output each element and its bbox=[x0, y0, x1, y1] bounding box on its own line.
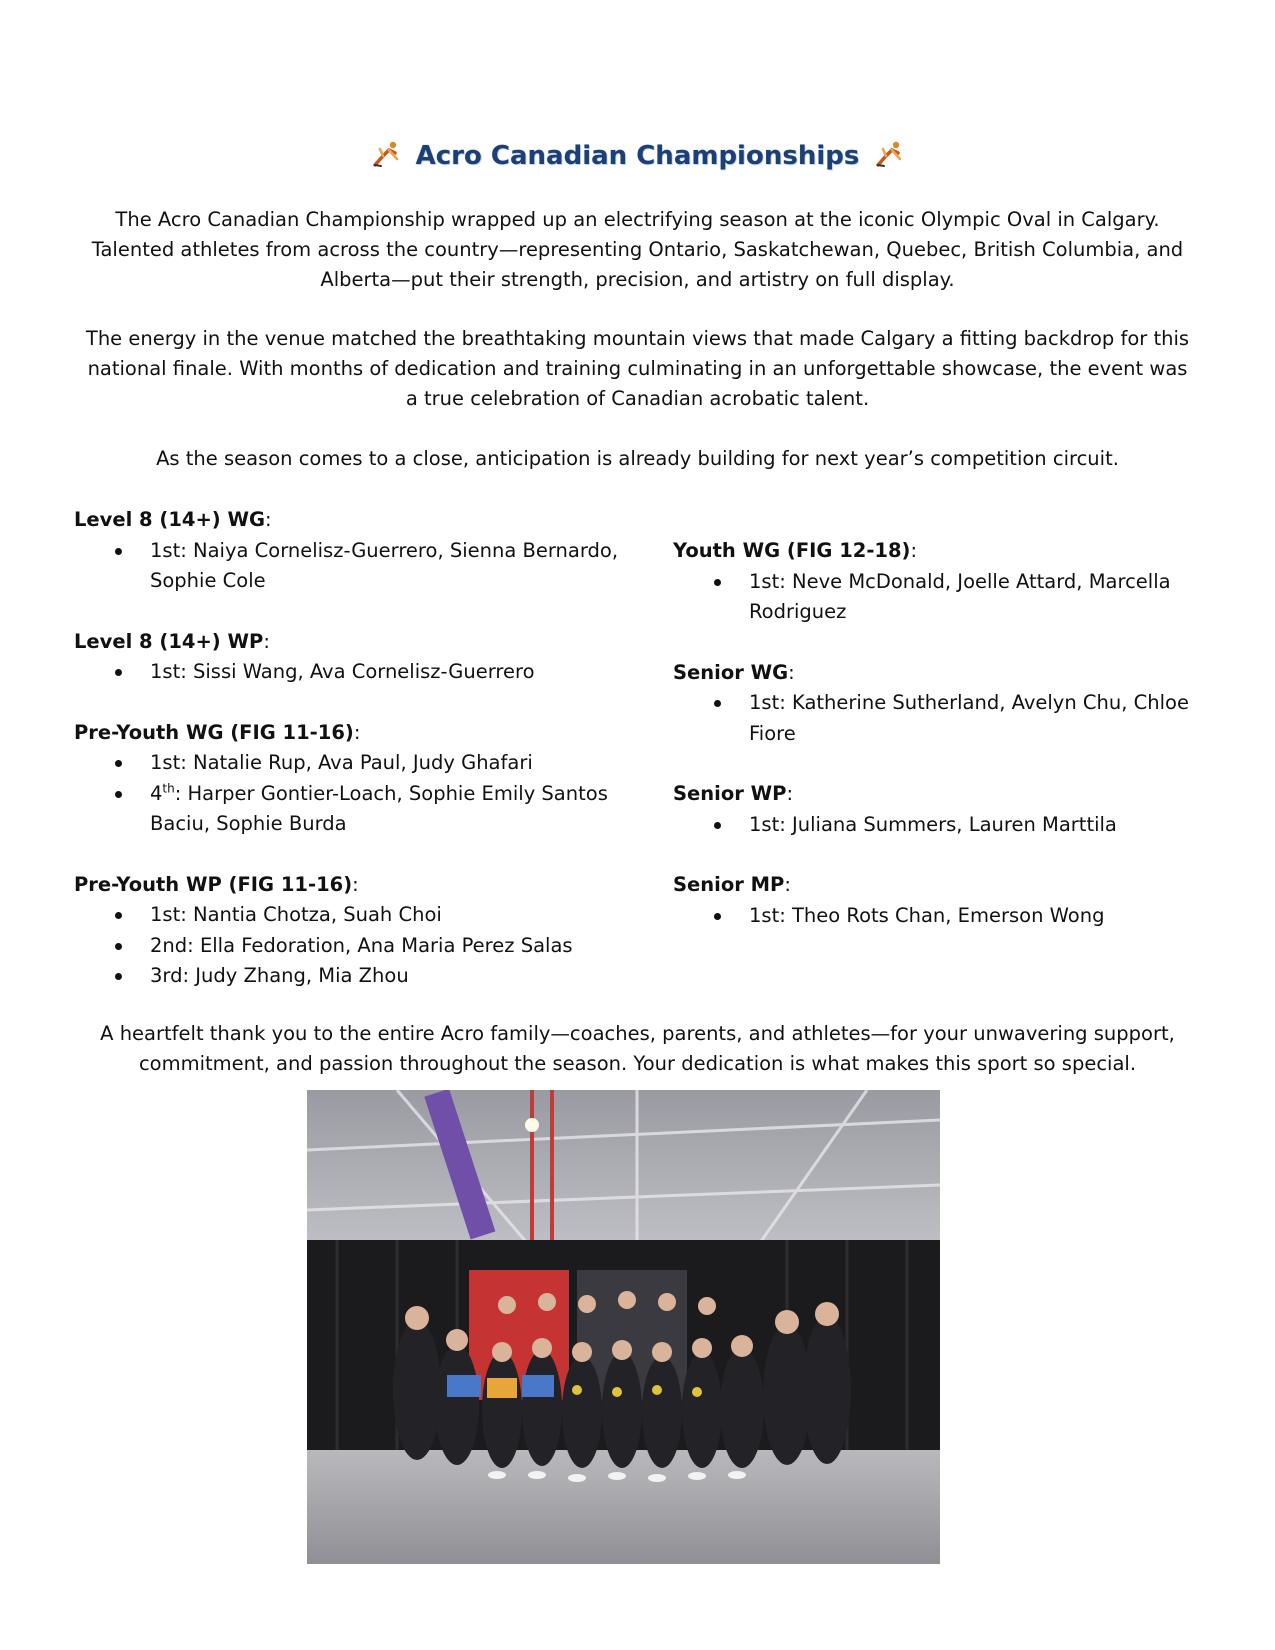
team-photo bbox=[307, 1090, 940, 1564]
placement: 4 bbox=[150, 781, 163, 805]
placement-suffix: th bbox=[162, 781, 175, 795]
placement-list bbox=[74, 536, 634, 597]
category-heading: Pre-Youth WP (FIG 11-16): bbox=[74, 872, 359, 896]
thank-you-paragraph: A heartfelt thank you to the entire Acro family—coaches, parents, and athletes—for your unwavering support, commitment, and passion throughout the season. Your dedication is what makes this sport so special. bbox=[100, 1022, 1175, 1075]
gymnast-icon bbox=[874, 139, 904, 169]
list-item: 1st: Sissi Wang, Ava Cornelisz-Guerrero bbox=[74, 657, 634, 688]
results-group-level-8-14-wp bbox=[74, 627, 634, 688]
athlete-names: Harper Gontier-Loach, Sophie Emily Santos Baciu, Sophie Burda bbox=[150, 781, 608, 835]
results-group-senior-mp bbox=[673, 870, 1233, 931]
title-row bbox=[0, 136, 1275, 176]
list-item: 1st: Naiya Cornelisz-Guerrero, Sienna Bernardo, Sophie Cole bbox=[74, 536, 634, 597]
placement: 1st bbox=[749, 691, 780, 714]
intro-text: The energy in the venue matched the breathtaking mountain views that made Calgary a fitting backdrop for this national finale. With months of dedication and training culminating in an unforgettable showcase, the event was a true celebration of Canadian acrobatic talent. bbox=[85, 327, 1190, 410]
category-heading-text: Youth WG (FIG 12-18) bbox=[673, 539, 911, 562]
intro-paragraph-3 bbox=[80, 444, 1195, 474]
results-group-level-8-14-wg bbox=[74, 505, 634, 597]
athlete-names: Natalie Rup, Ava Paul, Judy Ghafari bbox=[193, 751, 533, 774]
category-heading: Level 8 (14+) WG: bbox=[74, 508, 272, 531]
placement: 1st bbox=[150, 903, 181, 926]
category-heading-text: Level 8 (14+) WG bbox=[74, 508, 266, 531]
list-item: 4th: Harper Gontier-Loach, Sophie Emily Santos Baciu, Sophie Burda bbox=[74, 779, 634, 840]
placement-list bbox=[673, 901, 1233, 932]
category-heading-text: Pre-Youth WP (FIG 11-16) bbox=[74, 872, 353, 896]
placement: 1st bbox=[749, 812, 780, 836]
results-group-pre-youth-wp-fig-11-16 bbox=[74, 870, 634, 992]
category-heading: Senior MP: bbox=[673, 873, 791, 896]
placement-list bbox=[74, 900, 634, 992]
intro-paragraph-2 bbox=[80, 324, 1195, 414]
list-item: 3rd: Judy Zhang, Mia Zhou bbox=[74, 961, 634, 992]
intro-text: As the season comes to a close, anticipation is already building for next year’s competition circuit. bbox=[156, 447, 1119, 470]
results-group-pre-youth-wg-fig-11-16 bbox=[74, 718, 634, 840]
athlete-names: Naiya Cornelisz-Guerrero, Sienna Bernardo, Sophie Cole bbox=[150, 538, 619, 592]
placement-list bbox=[673, 688, 1233, 749]
category-heading-text: Level 8 (14+) WP bbox=[74, 629, 264, 653]
category-heading: Senior WP: bbox=[673, 782, 794, 805]
placement: 1st bbox=[150, 538, 181, 562]
list-item: 1st: Katherine Sutherland, Avelyn Chu, Chloe Fiore bbox=[673, 688, 1233, 749]
list-item: 1st: Theo Rots Chan, Emerson Wong bbox=[673, 901, 1233, 932]
category-heading: Senior WG: bbox=[673, 660, 795, 684]
placement-list bbox=[673, 810, 1233, 841]
results-left-column bbox=[74, 505, 634, 1022]
category-heading: Pre-Youth WG (FIG 11-16): bbox=[74, 720, 361, 744]
list-item: 1st: Juliana Summers, Lauren Marttila bbox=[673, 810, 1233, 841]
page-title: Acro Canadian Championships bbox=[415, 141, 860, 171]
results-right-column bbox=[673, 536, 1233, 961]
athlete-names: Neve McDonald, Joelle Attard, Marcella Rodriguez bbox=[749, 569, 1171, 623]
category-heading: Youth WG (FIG 12-18): bbox=[673, 539, 918, 562]
category-heading: Level 8 (14+) WP: bbox=[74, 629, 270, 653]
list-item: 1st: Natalie Rup, Ava Paul, Judy Ghafari bbox=[74, 748, 634, 779]
category-heading-text: Senior WP bbox=[673, 782, 787, 805]
list-item: 1st: Nantia Chotza, Suah Choi bbox=[74, 900, 634, 931]
placement: 3rd bbox=[150, 964, 183, 987]
athlete-names: Ella Fedoration, Ana Maria Perez Salas bbox=[199, 933, 573, 957]
athlete-names: Sissi Wang, Ava Cornelisz-Guerrero bbox=[193, 660, 535, 683]
list-item: 2nd: Ella Fedoration, Ana Maria Perez Salas bbox=[74, 931, 634, 962]
placement: 1st bbox=[749, 569, 780, 593]
placement: 1st bbox=[150, 751, 181, 774]
results-group-youth-wg-fig-12-18 bbox=[673, 536, 1233, 628]
category-heading-text: Senior WG bbox=[673, 660, 789, 684]
category-heading-text: Senior MP bbox=[673, 873, 785, 896]
results-group-senior-wg bbox=[673, 658, 1233, 750]
category-heading-text: Pre-Youth WG (FIG 11-16) bbox=[74, 720, 354, 744]
intro-paragraph-1 bbox=[80, 205, 1195, 295]
placement: 2nd bbox=[150, 933, 188, 957]
placement: 1st bbox=[150, 660, 181, 683]
results-group-senior-wp bbox=[673, 779, 1233, 840]
athlete-names: Theo Rots Chan, Emerson Wong bbox=[792, 903, 1105, 927]
athlete-names: Nantia Chotza, Suah Choi bbox=[193, 903, 442, 926]
athlete-names: Judy Zhang, Mia Zhou bbox=[195, 964, 409, 987]
athlete-names: Juliana Summers, Lauren Marttila bbox=[792, 812, 1117, 836]
placement-list bbox=[673, 567, 1233, 628]
placement: 1st bbox=[749, 903, 780, 927]
intro-text: The Acro Canadian Championship wrapped up an electrifying season at the iconic Olympic Oval in Calgary. Talented athletes from across the country—representing Ontario, Saskatchewan, Quebec, British Columbia, and Alberta—put their strength, precision, and artistry on full display. bbox=[91, 208, 1184, 291]
placement-list bbox=[74, 748, 634, 840]
athlete-names: Katherine Sutherland, Avelyn Chu, Chloe Fiore bbox=[749, 691, 1189, 745]
placement-list bbox=[74, 657, 634, 688]
gymnast-icon bbox=[371, 139, 401, 169]
list-item: 1st: Neve McDonald, Joelle Attard, Marcella Rodriguez bbox=[673, 567, 1233, 628]
